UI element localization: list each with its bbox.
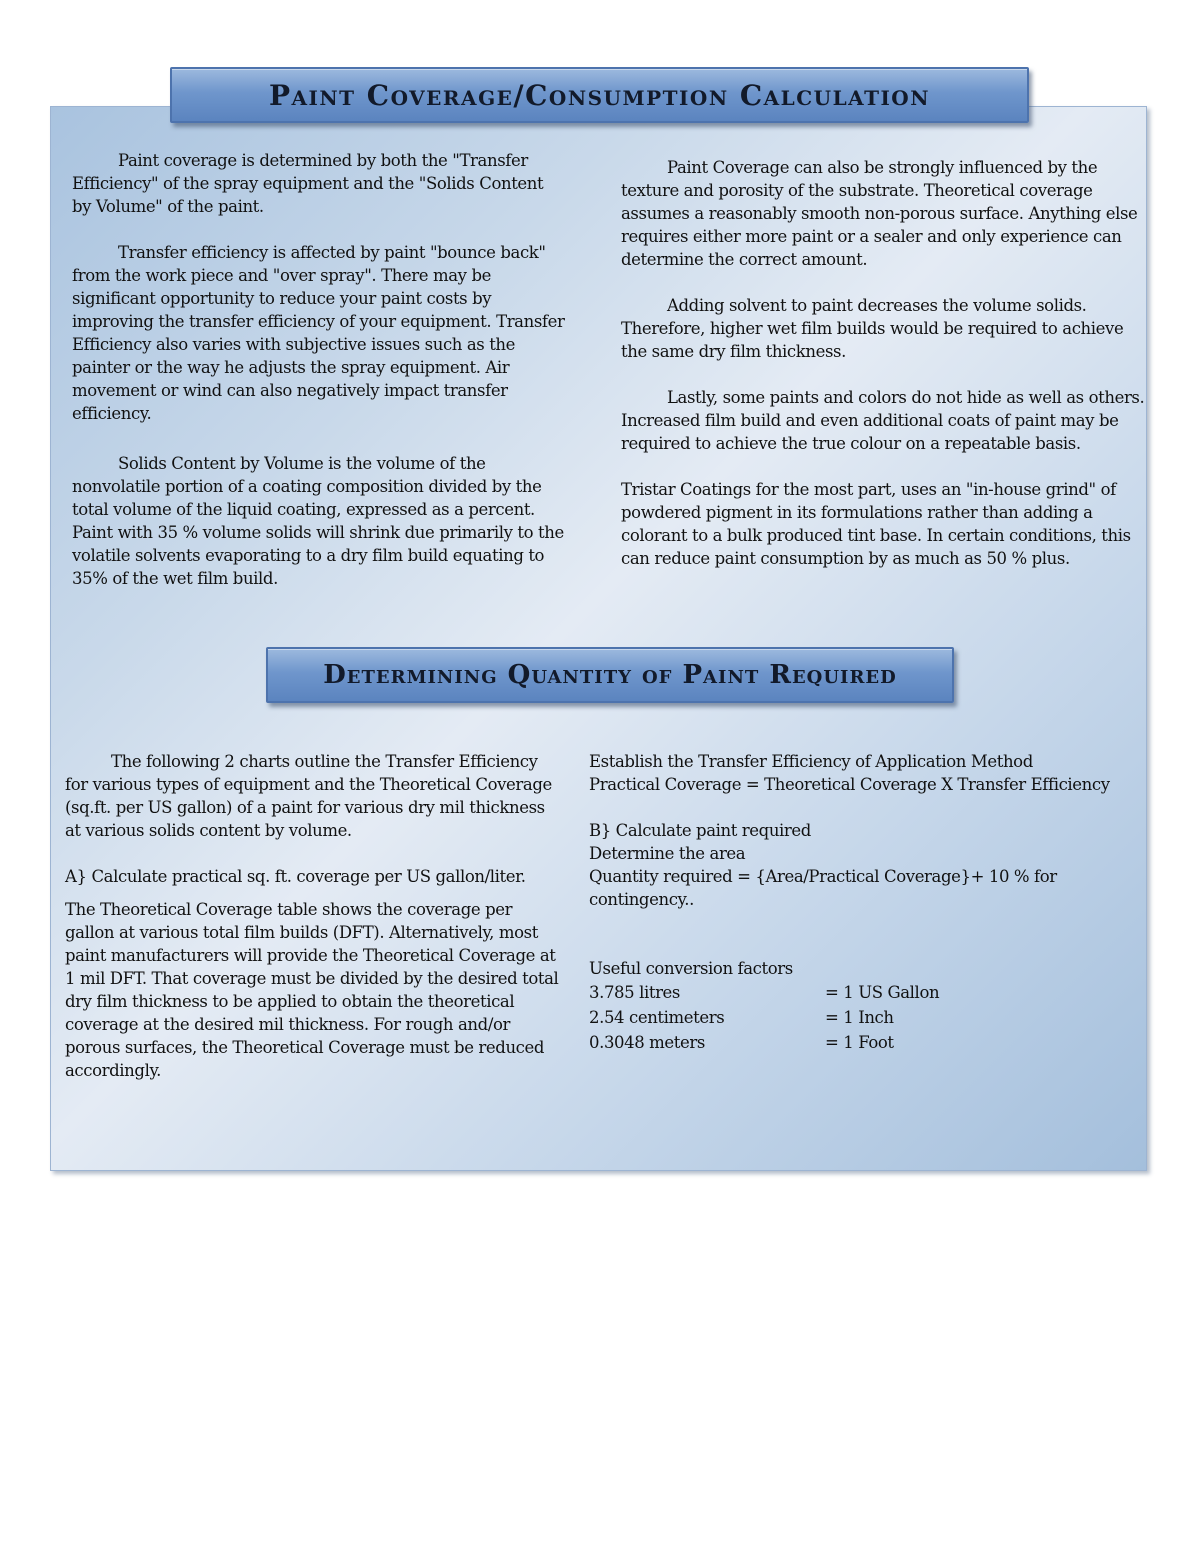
paragraph: Paint coverage is determined by both the "Transfer Efficiency" of the spray equipment and the "Solids Content by Volume" of the paint. [72,151,544,216]
quantity-left-column [65,750,560,1082]
step-a-heading: A} Calculate practical sq. ft. coverage per US gallon/liter. [65,867,526,886]
paragraph: Solids Content by Volume is the volume of the nonvolatile portion of a coating composition divided by the total volume of the liquid coating, expressed as a percent. Paint with 35 % volume solids will shrink due primarily to the volatile solvents evaporating to a dry film build equating to 35% of the wet film build. [72,454,564,588]
conversion-from: 3.785 litres [589,983,680,1002]
conversion-from: 2.54 centimeters [589,1008,725,1027]
paragraph: Transfer efficiency is affected by paint "bounce back" from the work piece and "over spray". There may be significant opportunity to reduce your paint costs by improving the transfer efficiency of your equipment. Transfer Efficiency also varies with subjective issues such as the painter or the way he adjusts the spray equipment. Air movement or wind can also negatively impact transfer efficiency. [72,243,565,423]
establish-line: Establish the Transfer Efficiency of Application Method [589,752,1033,771]
paragraph: The following 2 charts outline the Transfer Efficiency for various types of equipment and the Theoretical Coverage (sq.ft. per US gallon) of a paint for various dry mil thickness at various solids content by volume. [65,752,552,840]
practical-formula: Practical Coverage = Theoretical Coverage X Transfer Efficiency [589,775,1110,794]
coverage-left-column [72,149,567,590]
area-line: Determine the area [589,844,746,863]
section-title-banner [170,67,1029,123]
quantity-right-column [589,750,1119,1055]
paragraph: Paint Coverage can also be strongly influenced by the texture and porosity of the substrate. Theoretical coverage assumes a reasonably smooth non-porous surface. Anything else requires either more paint or a sealer and only experience can determine the correct amount. [621,158,1138,269]
paragraph: Lastly, some paints and colors do not hide as well as others. Increased film build and even additional coats of paint may be required to achieve the true colour on a repeatable basis. [621,388,1145,453]
paragraph: Adding solvent to paint decreases the volume solids. Therefore, higher wet film builds would be required to achieve the same dry film thickness. [621,296,1124,361]
conversion-from: 0.3048 meters [589,1033,705,1052]
conversion-table [589,980,1119,1055]
conversion-row [589,1030,1119,1055]
conversion-title: Useful conversion factors [589,959,793,978]
coverage-right-column [621,156,1146,570]
section-title: Determining Quantity of Paint Required [323,660,897,690]
conversion-to: = 1 Foot [825,1033,894,1052]
paragraph: Tristar Coatings for the most part, uses an "in-house grind" of powdered pigment in its formulations rather than adding a colorant to a bulk produced tint base. In certain conditions, this can reduce paint consumption by as much as 50 % plus. [621,480,1131,568]
quantity-formula: Quantity required = {Area/Practical Coverage}+ 10 % for contingency.. [589,867,1057,909]
step-b-heading: B} Calculate paint required [589,821,811,840]
conversion-row [589,1005,1119,1030]
section-title: Paint Coverage/Consumption Calculation [268,78,931,112]
section-title-banner [266,647,954,703]
conversion-row [589,980,1119,1005]
paragraph: The Theoretical Coverage table shows the coverage per gallon at various total film builds (DFT). Alternatively, most paint manufacturers will provide the Theoretical Coverage at 1 mil DFT. That coverage must be divided by the desired total dry film thickness to be applied to obtain the theoretical coverage at the desired mil thickness. For rough and/or porous surfaces, the Theoretical Coverage must be reduced accordingly. [65,900,559,1080]
conversion-to: = 1 US Gallon [825,983,940,1002]
conversion-to: = 1 Inch [825,1008,894,1027]
